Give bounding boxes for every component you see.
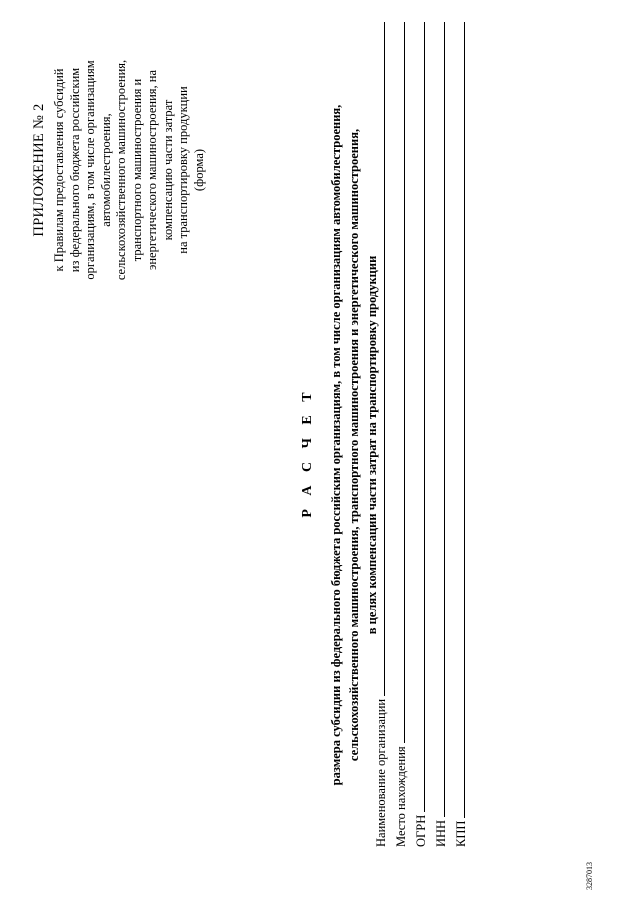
document-number: 3287013 (585, 862, 594, 890)
organization-fields (368, 22, 468, 847)
ogrn-label: ОГРН (414, 814, 428, 847)
appendix-line: автомобилестроения, (98, 113, 113, 227)
location-field[interactable] (392, 22, 405, 743)
appendix-line: компенсацию части затрат (160, 99, 175, 241)
appendix-line: к Правилам предоставления субсидий (52, 68, 66, 272)
subtitle-line: сельскохозяйственного машиностроения, транспортного машиностроения и энергетического машиностроения, (347, 128, 361, 762)
appendix-title: ПРИЛОЖЕНИЕ № 2 (31, 103, 47, 237)
kpp-label: КПП (454, 820, 468, 847)
appendix-line: на транспортировку продукции (176, 86, 190, 254)
location-label: Место нахождения (394, 746, 408, 847)
kpp-field[interactable] (452, 22, 465, 818)
inn-row (428, 22, 448, 847)
appendix-block (30, 35, 207, 305)
appendix-line: организациям, в том числе организациям (83, 60, 97, 280)
appendix-line: из федерального бюджета российским (67, 67, 82, 273)
inn-field[interactable] (432, 22, 445, 817)
appendix-line: транспортного машиностроения и (129, 78, 144, 262)
appendix-form-note: (форма) (191, 148, 206, 192)
subtitle-line: в целях компенсации части затрат на транспортировку продукции (365, 255, 379, 635)
ogrn-field[interactable] (412, 22, 425, 812)
calculation-title: Р А С Ч Е Т (300, 387, 315, 518)
ogrn-row (408, 22, 428, 847)
appendix-line: энергетического машиностроения, на (145, 70, 159, 271)
inn-label: ИНН (434, 819, 448, 847)
subtitle-line: размера субсидии из федерального бюджета российским организациям, в том числе организациям автомобилестроения, (329, 104, 343, 786)
kpp-row (448, 22, 468, 847)
appendix-line: сельскохозяйственного машиностроения, (114, 59, 128, 281)
org-name-row (368, 22, 388, 847)
location-row (388, 22, 408, 847)
org-name-field[interactable] (372, 22, 385, 696)
org-name-label: Наименование организации (374, 698, 388, 847)
